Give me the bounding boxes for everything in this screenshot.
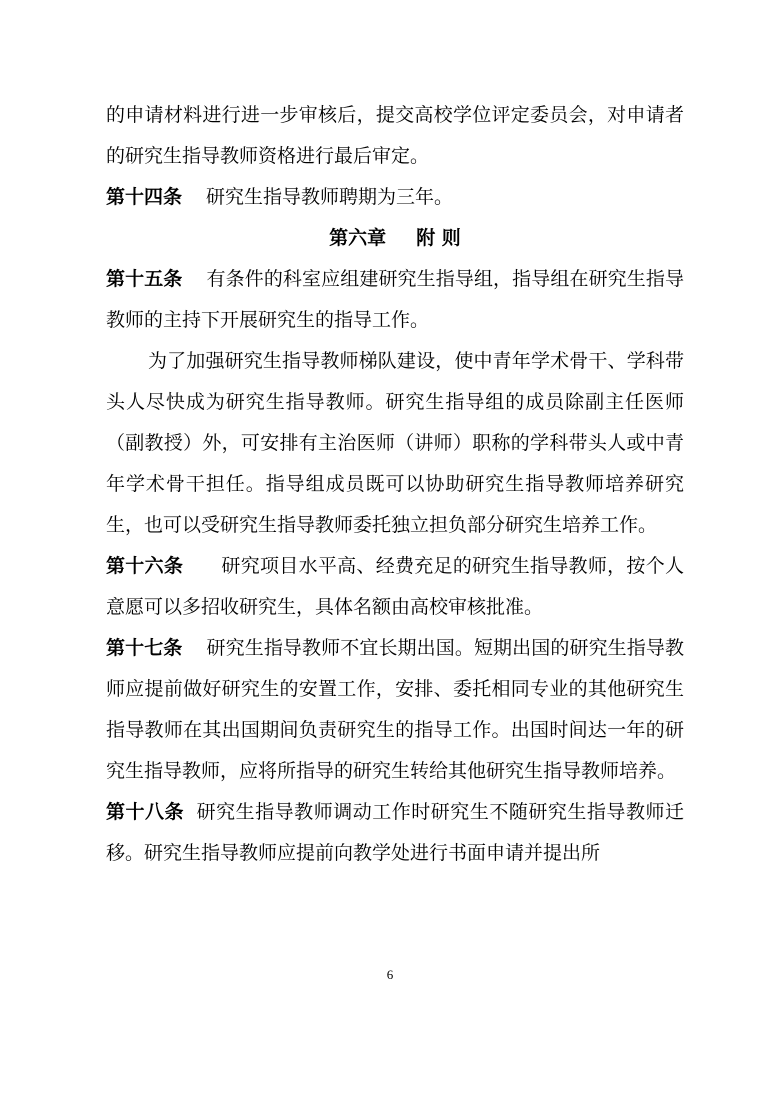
article-label: 第十六条	[106, 555, 184, 577]
article-14	[106, 177, 684, 218]
paragraph-text: 为了加强研究生指导教师梯队建设，使中青年学术骨干、学科带头人尽快成为研究生指导教师。研究生指导组的成员除副主任医师（副教授）外，可安排有主治医师（讲师）职称的学科带头人或中青年学术骨干担任。指导组成员既可以协助研究生指导教师培养研究生，也可以受研究生指导教师委托独立担负部分研究生培养工作。	[106, 350, 684, 536]
chapter-number: 第六章	[329, 227, 387, 249]
paragraph-indented	[106, 341, 684, 546]
chapter-heading	[106, 218, 684, 259]
article-label: 第十七条	[106, 637, 183, 659]
article-text: 研究生指导教师聘期为三年。	[206, 186, 454, 208]
article-17	[106, 628, 684, 792]
article-label: 第十四条	[106, 186, 183, 208]
article-text: 研究生指导教师不宜长期出国。短期出国的研究生指导教师应提前做好研究生的安置工作，安排、委托相同专业的其他研究生指导教师在其出国期间负责研究生的指导工作。出国时间达一年的研究生指导教师，应将所指导的研究生转给其他研究生指导教师培养。	[106, 637, 684, 782]
article-text: 有条件的科室应组建研究生指导组，指导组在研究生指导教师的主持下开展研究生的指导工作。	[106, 268, 684, 331]
article-label: 第十五条	[106, 268, 183, 290]
article-16	[106, 546, 684, 628]
article-text: 研究项目水平高、经费充足的研究生指导教师，按个人意愿可以多招收研究生，具体名额由高校审核批准。	[106, 555, 684, 618]
paragraph-continuation	[106, 95, 684, 177]
paragraph-text: 的申请材料进行进一步审核后，提交高校学位评定委员会，对申请者的研究生指导教师资格进行最后审定。	[106, 104, 684, 167]
article-text: 研究生指导教师调动工作时研究生不随研究生指导教师迁移。研究生指导教师应提前向教学处进行书面申请并提出所	[106, 801, 684, 864]
article-15	[106, 259, 684, 341]
article-label: 第十八条	[106, 801, 185, 823]
body-text	[106, 95, 684, 874]
page-number: 6	[386, 967, 394, 982]
chapter-title: 附 则	[416, 227, 461, 249]
article-18	[106, 792, 684, 874]
